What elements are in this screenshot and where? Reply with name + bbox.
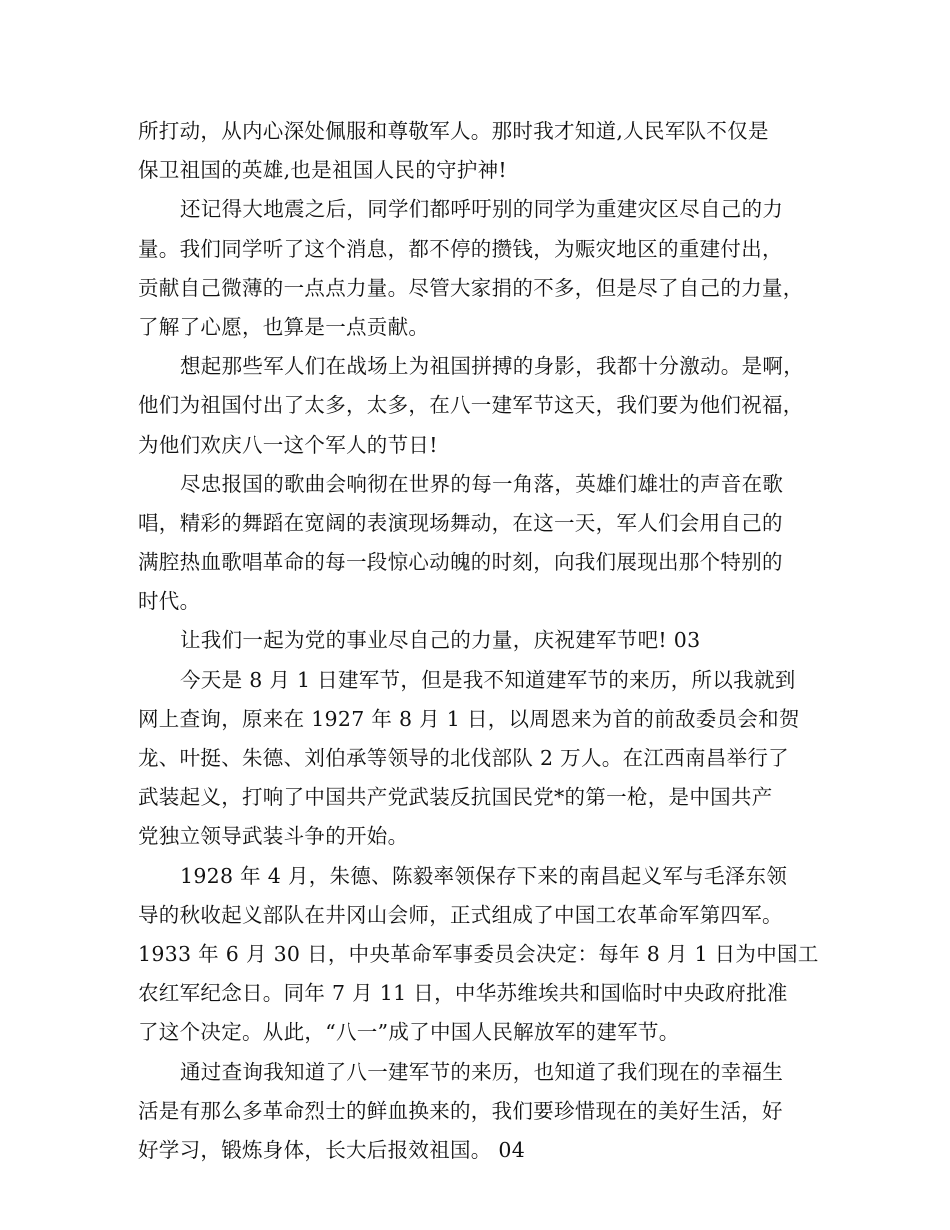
text-line: 1933 年 6 月 30 日，中央革命军事委员会决定：每年 8 月 1 日为中国工: [138, 941, 819, 966]
text-line: 想起那些军人们在战场上为祖国拼搏的身影，我都十分激动。是啊，: [180, 354, 804, 379]
text-line: 时代。: [138, 589, 201, 614]
text-line: 1928 年 4 月，朱德、陈毅率领保存下来的南昌起义军与毛泽东领: [180, 863, 788, 888]
text-line: 尽忠报国的歌曲会响彻在世界的每一角落，英雄们雄壮的声音在歌: [180, 471, 784, 496]
text-line: 网上查询，原来在 1927 年 8 月 1 日，以周恩来为首的前敌委员会和贺: [138, 706, 800, 731]
text-line: 好学习，锻炼身体，长大后报效祖国。 04: [138, 1137, 526, 1162]
text-line: 导的秋收起义部队在井冈山会师，正式组成了中国工农革命军第四军。: [138, 902, 783, 927]
text-line: 让我们一起为党的事业尽自己的力量，庆祝建军节吧! 03: [180, 628, 701, 653]
text-line: 唱，精彩的舞蹈在宽阔的表演现场舞动，在这一天，军人们会用自己的: [138, 510, 783, 535]
text-line: 党独立领导武装斗争的开始。: [138, 824, 409, 849]
text-line: 武装起义，打响了中国共产党武装反抗国民党*的第一枪，是中国共产: [138, 785, 773, 810]
text-line: 他们为祖国付出了太多，太多，在八一建军节这天，我们要为他们祝福，: [138, 393, 804, 418]
text-line: 还记得大地震之后，同学们都呼吁别的同学为重建灾区尽自己的力: [180, 197, 784, 222]
document-body: [138, 112, 822, 1170]
text-line: 保卫祖国的英雄,也是祖国人民的守护神!: [138, 158, 507, 183]
text-line: 了解了心愿，也算是一点贡献。: [138, 314, 430, 339]
text-line: 贡献自己微薄的一点点力量。尽管大家捐的不多，但是尽了自己的力量，: [138, 275, 804, 300]
text-line: 今天是 8 月 1 日建军节，但是我不知道建军节的来历，所以我就到: [180, 667, 796, 692]
text-line: 龙、叶挺、朱德、刘伯承等领导的北伐部队 2 万人。在江西南昌举行了: [138, 746, 789, 770]
text-line: 量。我们同学听了这个消息，都不停的攒钱，为赈灾地区的重建付出，: [138, 236, 783, 261]
text-line: 活是有那么多革命烈士的鲜血换来的，我们要珍惜现在的美好生活，好: [138, 1098, 783, 1123]
text-line: 了这个决定。从此，“八一”成了中国人民解放军的建军节。: [138, 1020, 680, 1045]
text-line: 通过查询我知道了八一建军节的来历，也知道了我们现在的幸福生: [180, 1059, 784, 1084]
text-line: 满腔热血歌唱革命的每一段惊心动魄的时刻，向我们展现出那个特别的: [138, 550, 783, 575]
text-line: 所打动，从内心深处佩服和尊敬军人。那时我才知道,人民军队不仅是: [138, 119, 769, 143]
text-line: 农红军纪念日。同年 7 月 11 日，中华苏维埃共和国临时中央政府批准: [138, 981, 788, 1006]
text-line: 为他们欢庆八一这个军人的节日!: [138, 432, 438, 457]
